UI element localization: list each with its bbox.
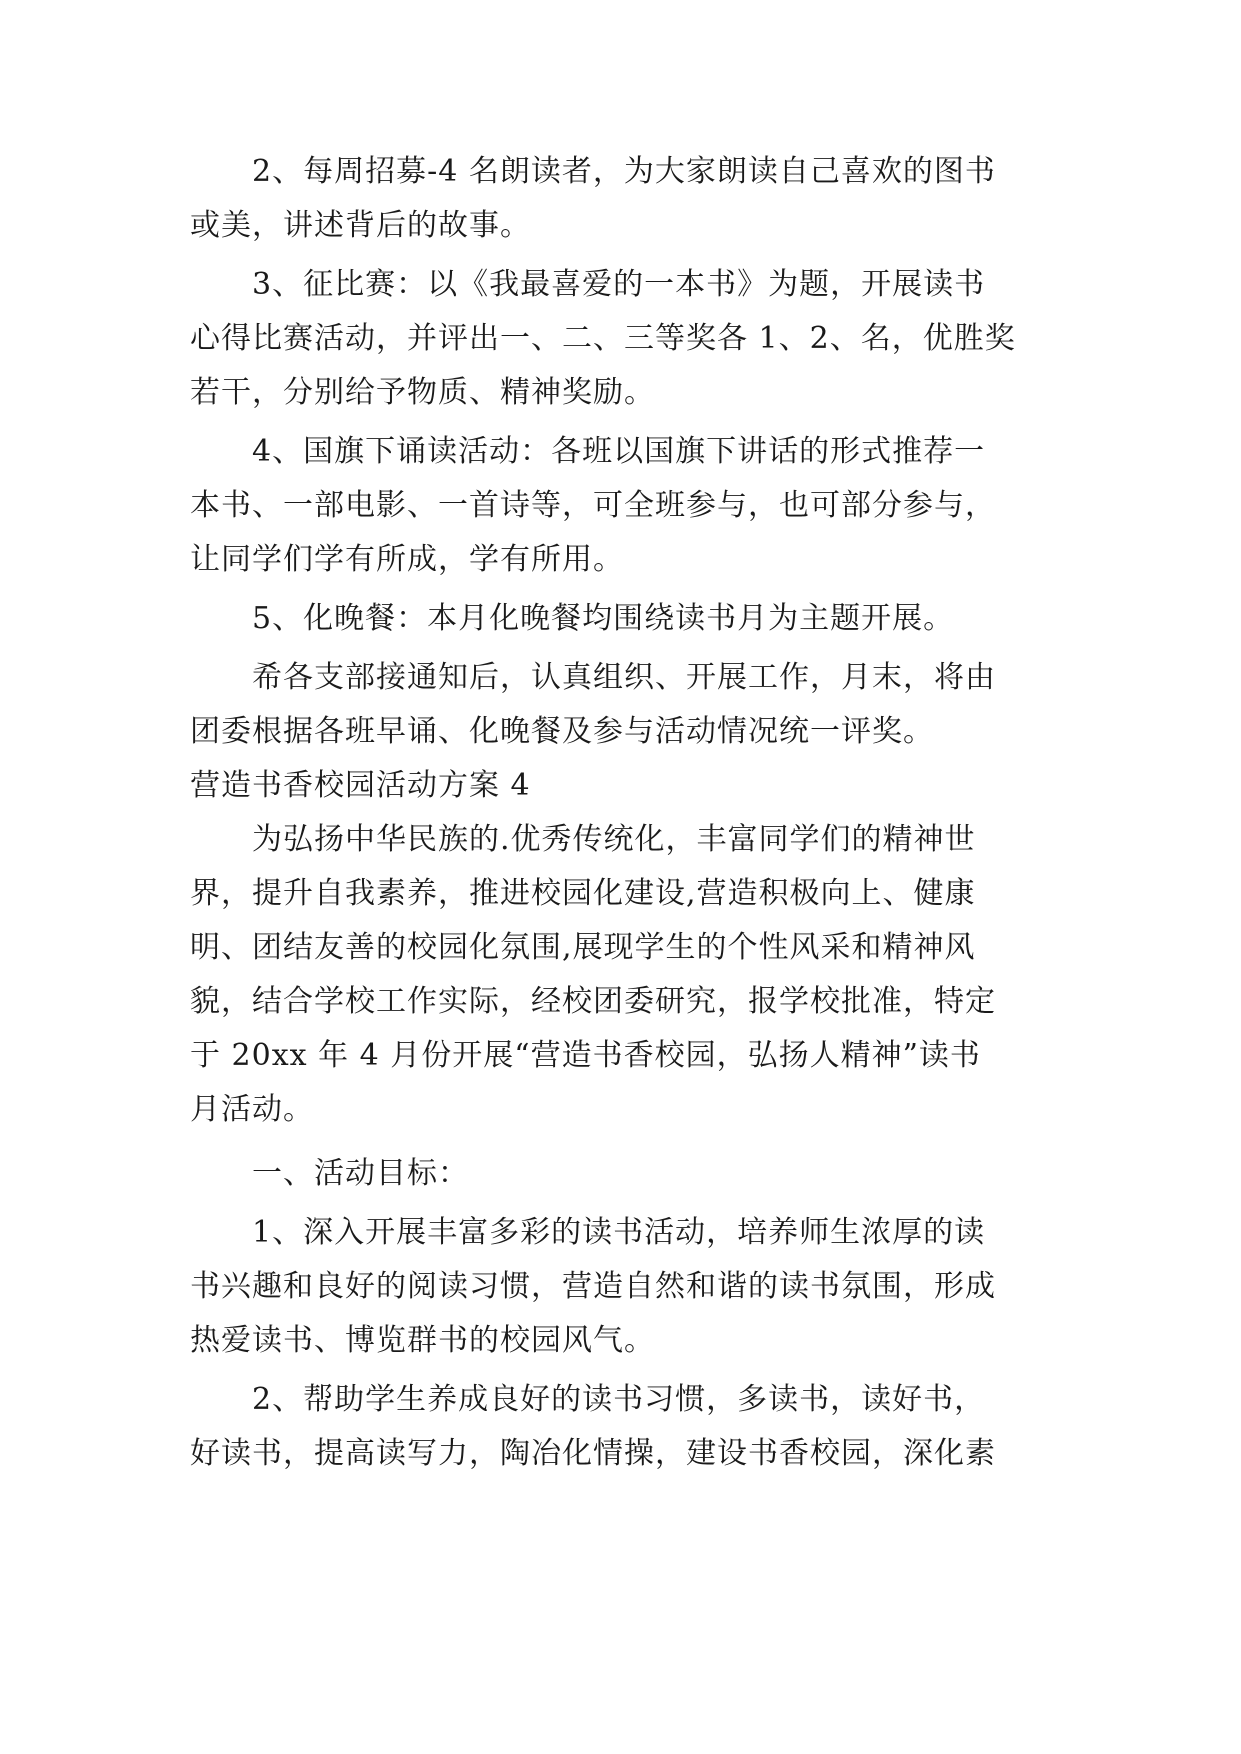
paragraph-line: 心得比赛活动，并评出一、二、三等奖各 1、2、名，优胜奖 [190,321,1016,356]
paragraph-line: 1、深入开展丰富多彩的读书活动，培养师生浓厚的读 [252,1215,986,1250]
section-heading: 营造书香校园活动方案 4 [190,768,531,803]
paragraph-line: 好读书，提高读写力，陶冶化情操，建设书香校园，深化素 [190,1436,996,1471]
paragraph-line: 界，提升自我素养，推进校园化建设,营造积极向上、健康 [190,876,976,911]
paragraph-line: 热爱读书、博览群书的校园风气。 [190,1323,655,1358]
paragraph-line: 3、征比赛：以《我最喜爱的一本书》为题，开展读书 [252,267,986,302]
paragraph-line: 希各支部接通知后，认真组织、开展工作，月末，将由 [252,660,996,695]
paragraph-line: 为弘扬中华民族的.优秀传统化，丰富同学们的精神世 [252,822,976,857]
paragraph-line: 5、化晚餐：本月化晚餐均围绕读书月为主题开展。 [252,601,955,636]
paragraph-line: 团委根据各班早诵、化晚餐及参与活动情况统一评奖。 [190,714,934,749]
subheading: 一、活动目标： [252,1156,469,1191]
paragraph-line: 月活动。 [190,1092,314,1127]
paragraph-line: 若干，分别给予物质、精神奖励。 [190,375,655,410]
paragraph-line: 貌，结合学校工作实际，经校团委研究，报学校批准，特定 [190,984,996,1019]
paragraph-line: 让同学们学有所成，学有所用。 [190,542,624,577]
paragraph-line: 或美，讲述背后的故事。 [190,208,531,243]
paragraph-line: 本书、一部电影、一首诗等，可全班参与，也可部分参与， [190,488,996,523]
paragraph-line: 4、国旗下诵读活动：各班以国旗下讲话的形式推荐一 [252,434,986,469]
paragraph-line: 2、每周招募-4 名朗读者，为大家朗读自己喜欢的图书 [252,154,996,189]
paragraph-line: 于 20xx 年 4 月份开展“营造书香校园，弘扬人精神”读书 [190,1038,981,1073]
paragraph-line: 明、团结友善的校园化氛围,展现学生的个性风采和精神风 [190,930,976,965]
paragraph-line: 2、帮助学生养成良好的读书习惯，多读书，读好书， [252,1382,986,1417]
paragraph-line: 书兴趣和良好的阅读习惯，营造自然和谐的读书氛围，形成 [190,1269,996,1304]
